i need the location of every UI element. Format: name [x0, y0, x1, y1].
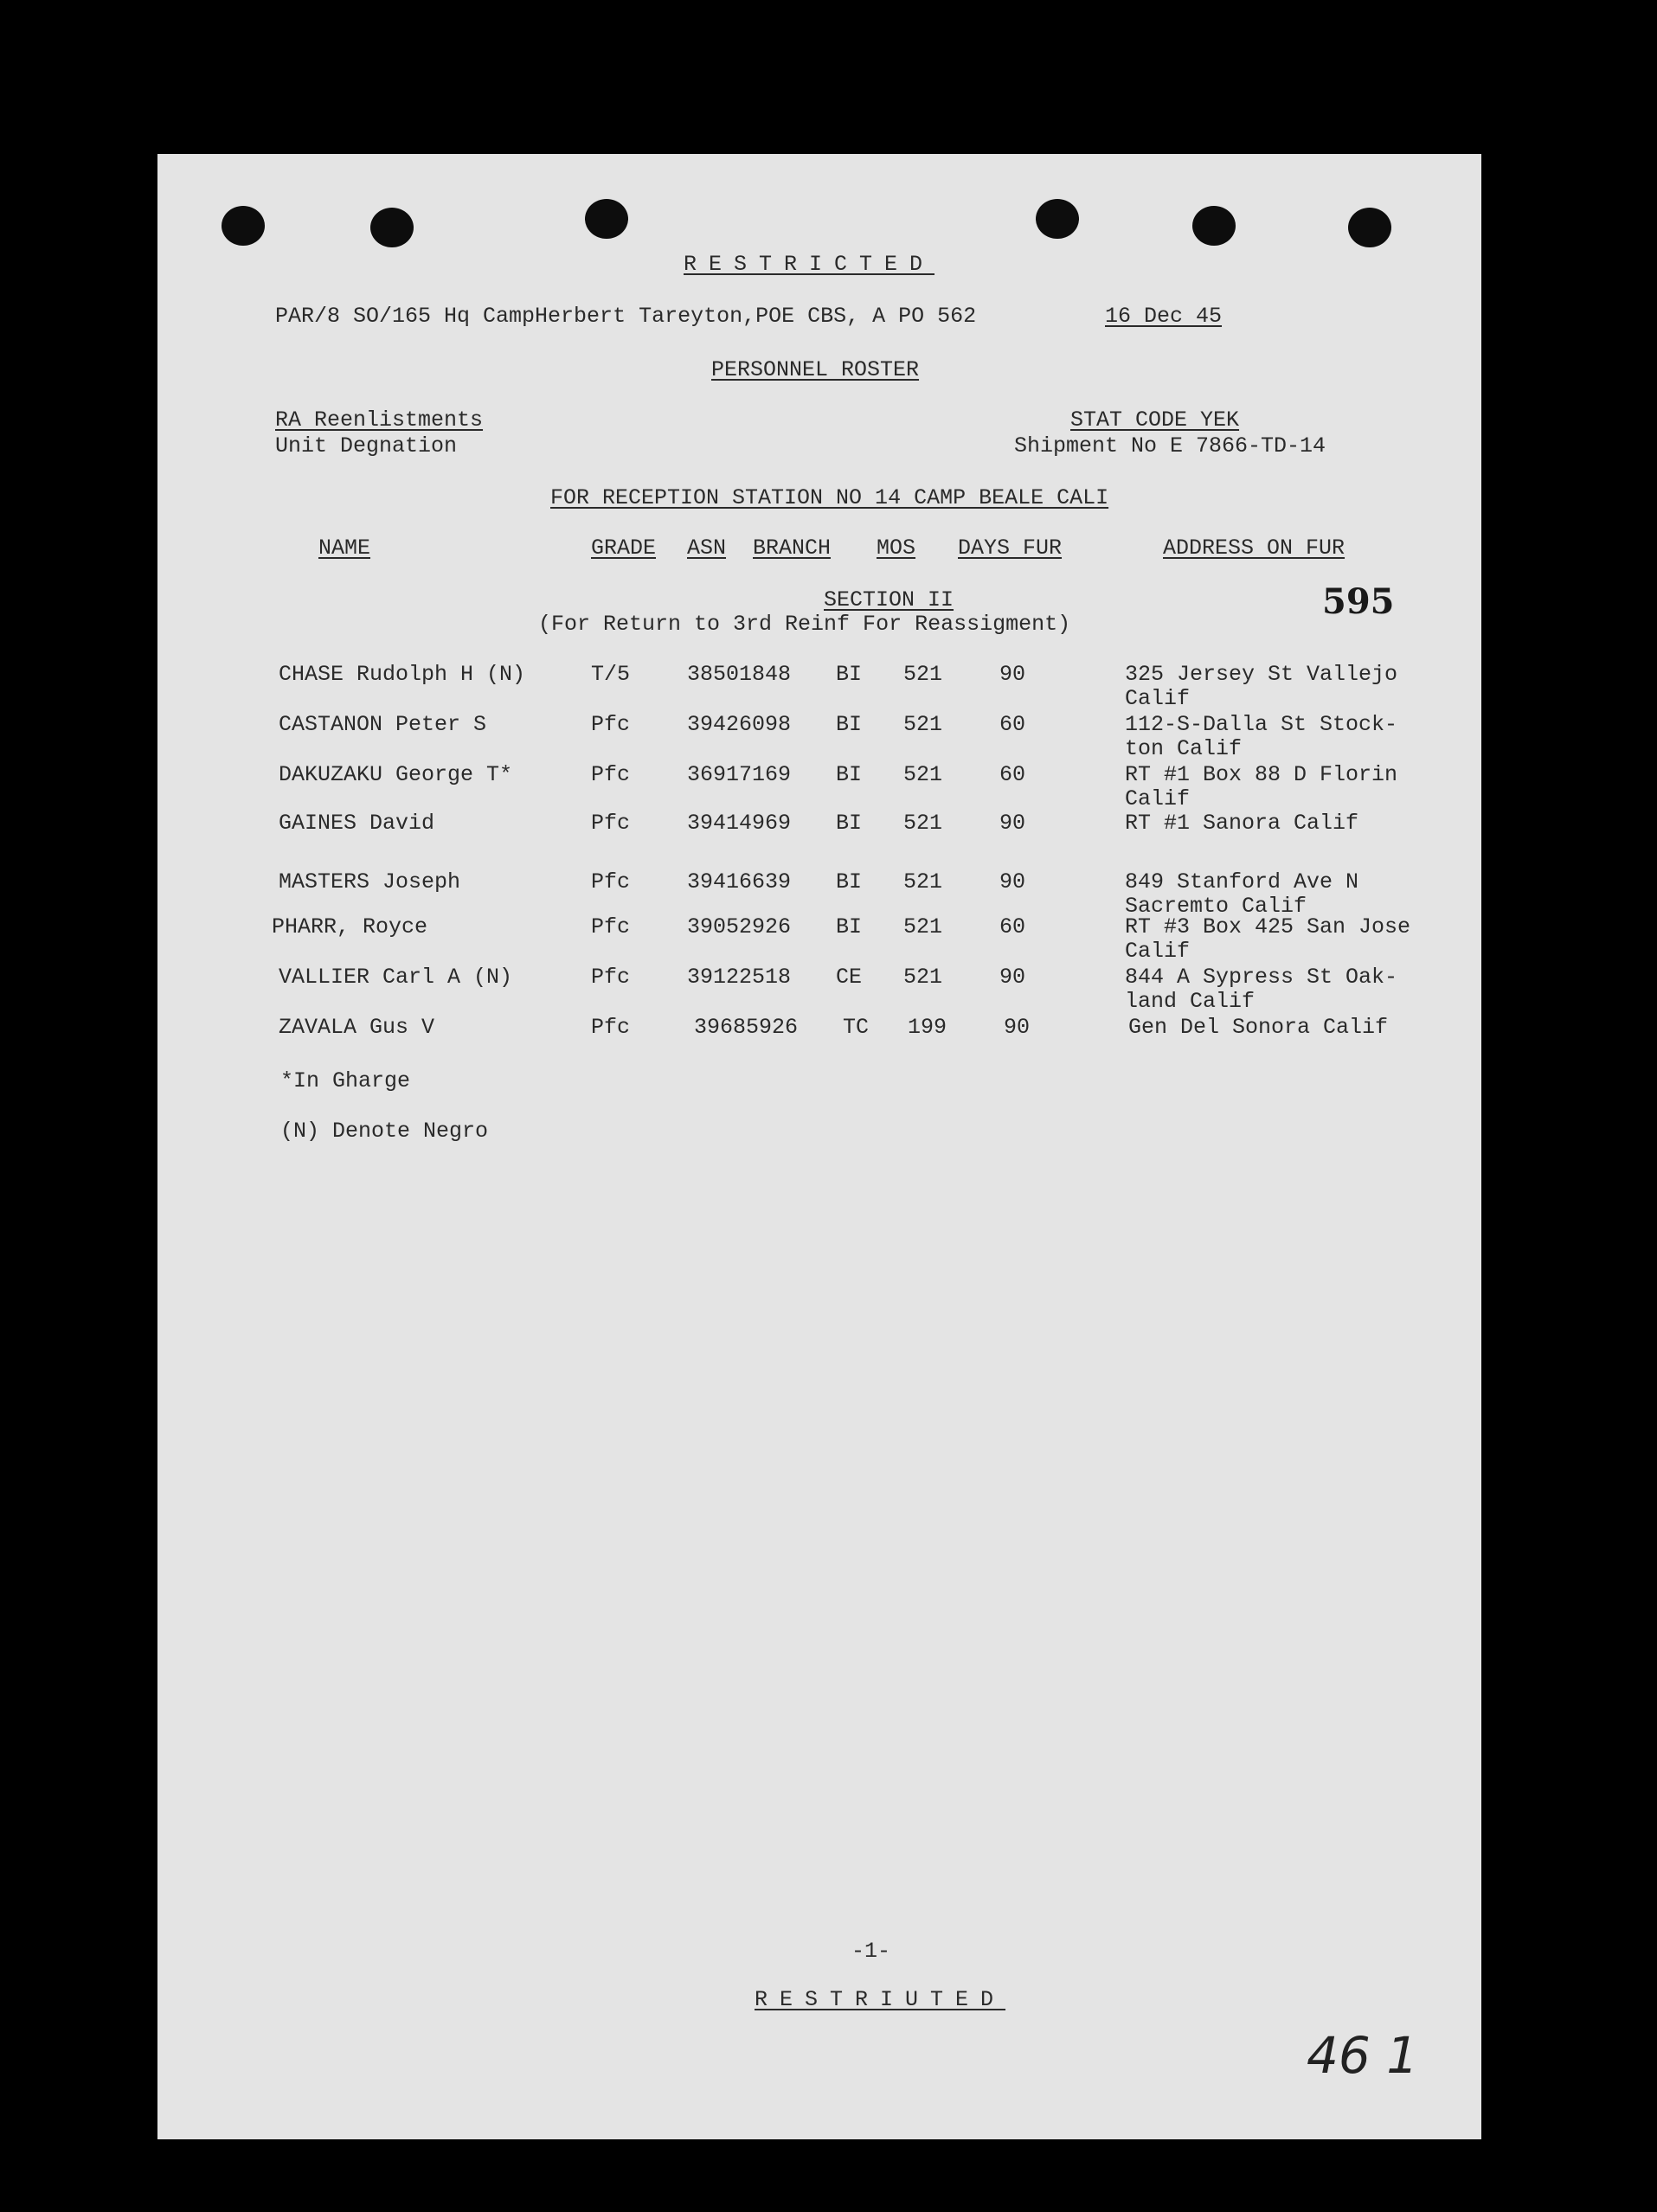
row-address-line1: 849 Stanford Ave N	[1125, 869, 1359, 894]
column-header-address: ADDRESS ON FUR	[1163, 535, 1346, 561]
row-asn: 36917169	[687, 762, 792, 787]
row-address-line1: 844 A Sypress St Oak-	[1125, 965, 1398, 990]
page-number: -1-	[851, 1939, 891, 1964]
row-mos: 521	[903, 712, 943, 737]
row-branch: BI	[836, 712, 863, 737]
row-branch: CE	[836, 965, 863, 990]
row-days: 60	[999, 762, 1026, 787]
row-name: CHASE Rudolph H (N)	[279, 662, 526, 687]
row-asn: 39685926	[694, 1015, 799, 1040]
row-grade: Pfc	[591, 811, 631, 836]
row-grade: Pfc	[591, 914, 631, 939]
row-asn: 39426098	[687, 712, 792, 737]
document-title: PERSONNEL ROSTER	[711, 357, 920, 382]
stat-code: STAT CODE YEK	[1070, 407, 1240, 433]
row-days: 90	[999, 965, 1026, 990]
row-branch: BI	[836, 869, 863, 894]
row-mos: 521	[903, 914, 943, 939]
row-branch: TC	[843, 1015, 870, 1040]
row-address-line2: Calif	[1125, 786, 1191, 811]
row-address-line2: Sacremto Calif	[1125, 894, 1307, 919]
row-mos: 521	[903, 762, 943, 787]
row-asn: 39414969	[687, 811, 792, 836]
row-branch: BI	[836, 762, 863, 787]
row-address-line1: RT #1 Box 88 D Florin	[1125, 762, 1398, 787]
row-name: CASTANON Peter S	[279, 712, 487, 737]
column-header-branch: BRANCH	[753, 535, 832, 561]
column-header-name: NAME	[318, 535, 371, 561]
binder-hole	[222, 206, 265, 246]
row-name: GAINES David	[279, 811, 435, 836]
row-days: 90	[1004, 1015, 1031, 1040]
row-address-line2: ton Calif	[1125, 736, 1243, 761]
row-address-line1: 112-S-Dalla St Stock-	[1125, 712, 1398, 737]
row-grade: Pfc	[591, 869, 631, 894]
classification-bottom: RESTRIUTED	[755, 1987, 1006, 2012]
row-mos: 199	[908, 1015, 947, 1040]
row-branch: BI	[836, 914, 863, 939]
binder-hole	[1036, 199, 1079, 239]
row-address-line2: Calif	[1125, 686, 1191, 711]
row-mos: 521	[903, 869, 943, 894]
row-name: MASTERS Joseph	[279, 869, 461, 894]
destination: FOR RECEPTION STATION NO 14 CAMP BEALE CALI	[550, 485, 1109, 510]
row-name: ZAVALA Gus V	[279, 1015, 435, 1040]
unit-value: RA Reenlistments	[275, 407, 484, 433]
handwritten-number: 46 1	[1307, 2026, 1419, 2085]
note-designation: (N) Denote Negro	[280, 1119, 489, 1144]
document-date: 16 Dec 45	[1105, 304, 1223, 329]
row-grade: T/5	[591, 662, 631, 687]
row-mos: 521	[903, 811, 943, 836]
row-address-line2: Calif	[1125, 939, 1191, 964]
binder-hole	[585, 199, 628, 239]
row-days: 90	[999, 811, 1026, 836]
document-page	[157, 154, 1481, 2139]
row-address-line1: RT #1 Sanora Calif	[1125, 811, 1359, 836]
row-grade: Pfc	[591, 965, 631, 990]
row-address-line1: 325 Jersey St Vallejo	[1125, 662, 1398, 687]
row-branch: BI	[836, 662, 863, 687]
column-header-mos: MOS	[877, 535, 916, 561]
unit-label: Unit Degnation	[275, 433, 458, 458]
row-days: 90	[999, 662, 1026, 687]
row-address-line1: RT #3 Box 425 San Jose	[1125, 914, 1411, 939]
row-branch: BI	[836, 811, 863, 836]
stamped-number: 595	[1322, 581, 1395, 622]
row-name: DAKUZAKU George T*	[279, 762, 513, 787]
column-header-grade: GRADE	[591, 535, 657, 561]
section-title: SECTION II	[824, 587, 954, 612]
row-name: VALLIER Carl A (N)	[279, 965, 513, 990]
row-days: 60	[999, 914, 1026, 939]
note-in-charge: *In Gharge	[280, 1068, 411, 1093]
orders-line: PAR/8 SO/165 Hq CampHerbert Tareyton,POE CBS, A PO 562	[275, 304, 977, 329]
binder-hole	[1348, 208, 1391, 247]
row-grade: Pfc	[591, 712, 631, 737]
binder-hole	[370, 208, 414, 247]
row-name: PHARR, Royce	[272, 914, 428, 939]
section-subtitle: (For Return to 3rd Reinf For Reassigment)	[538, 612, 1071, 637]
row-address-line2: land Calif	[1125, 989, 1256, 1014]
row-asn: 39122518	[687, 965, 792, 990]
row-grade: Pfc	[591, 762, 631, 787]
row-asn: 38501848	[687, 662, 792, 687]
row-asn: 39416639	[687, 869, 792, 894]
row-days: 60	[999, 712, 1026, 737]
column-header-days-fur: DAYS FUR	[958, 535, 1063, 561]
row-mos: 521	[903, 965, 943, 990]
shipment-number: Shipment No E 7866-TD-14	[1014, 433, 1326, 458]
classification-top: RESTRICTED	[684, 252, 935, 277]
row-address-line1: Gen Del Sonora Calif	[1128, 1015, 1389, 1040]
row-grade: Pfc	[591, 1015, 631, 1040]
row-days: 90	[999, 869, 1026, 894]
row-mos: 521	[903, 662, 943, 687]
binder-hole	[1192, 206, 1236, 246]
row-asn: 39052926	[687, 914, 792, 939]
column-header-asn: ASN	[687, 535, 727, 561]
